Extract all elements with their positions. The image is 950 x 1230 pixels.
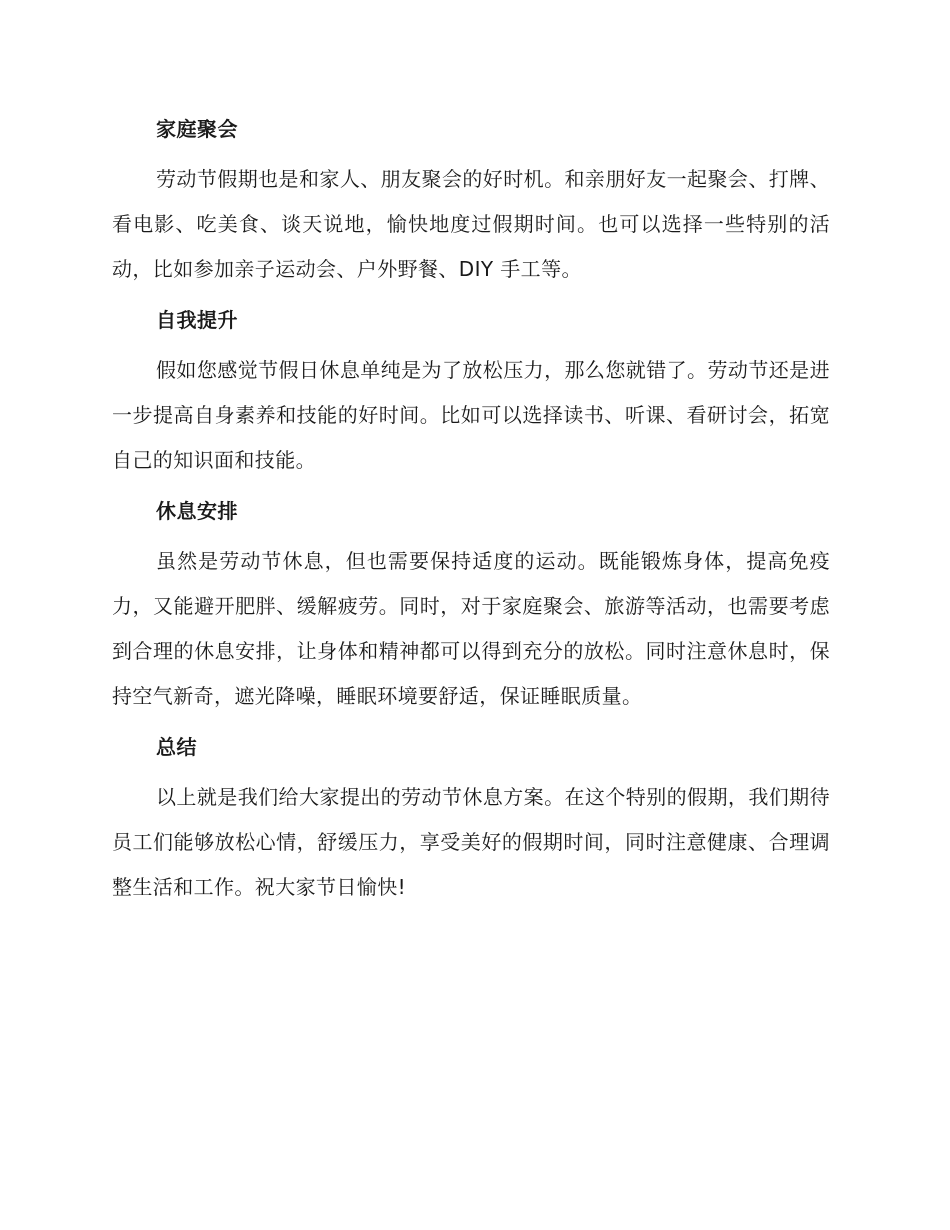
section-heading-family-gathering: 家庭聚会 [156, 117, 238, 141]
section-body-rest-arrangement: 虽然是劳动节休息，但也需要保持适度的运动。既能锻炼身体，提高免疫力，又能避开肥胖、缓解疲劳。同时，对于家庭聚会、旅游等活动，也需要考虑到合理的休息安排，让身体和精神都可以得到充分的放松。同时注意休息时，保持空气新奇，遮光降噪，睡眠环境要舒适，保证睡眠质量。 [112, 549, 830, 708]
section-heading-rest-arrangement: 休息安排 [156, 499, 238, 523]
document-page [112, 107, 830, 916]
section-heading-self-improvement: 自我提升 [156, 308, 238, 332]
section-body-family-gathering: 劳动节假期也是和家人、朋友聚会的好时机。和亲朋好友一起聚会、打牌、看电影、吃美食、谈天说地，愉快地度过假期时间。也可以选择一些特别的活动，比如参加亲子运动会、户外野餐、DIY 手工等。 [112, 167, 830, 281]
section-body-summary: 以上就是我们给大家提出的劳动节休息方案。在这个特别的假期，我们期待员工们能够放松心情，舒缓压力，享受美好的假期时间，同时注意健康、合理调整生活和工作。祝大家节日愉快! [112, 785, 830, 899]
section-body-self-improvement: 假如您感觉节假日休息单纯是为了放松压力，那么您就错了。劳动节还是进一步提高自身素养和技能的好时间。比如可以选择读书、听课、看研讨会，拓宽自己的知识面和技能。 [112, 358, 830, 472]
section-heading-summary: 总结 [156, 735, 197, 759]
